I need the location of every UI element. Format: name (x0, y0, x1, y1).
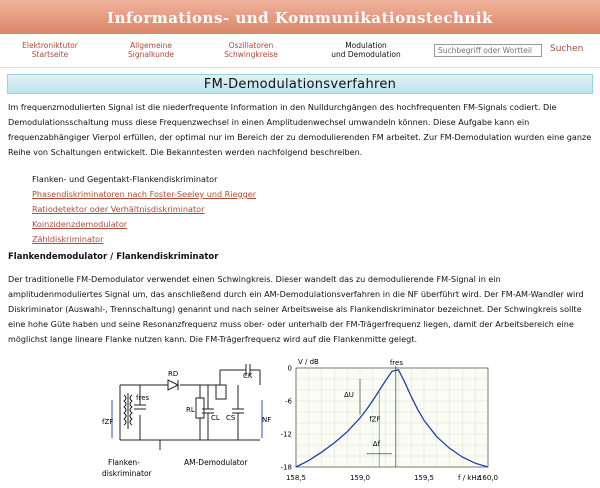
caption-am-demodulator: AM-Demodulator (184, 458, 248, 467)
label-fres: fres (136, 394, 150, 402)
list-item-flankendiskriminator: Flanken- und Gegentakt-Flankendiskriminator (32, 174, 218, 184)
header-banner (0, 0, 600, 34)
label-rd: RD (168, 370, 179, 378)
annotation-fres: fres (389, 359, 403, 367)
x-tick-label: 160,0 (477, 474, 498, 482)
link-phasendiskriminatoren[interactable]: Phasendiskriminatoren nach Foster-Seeley und Riegger (32, 189, 257, 199)
label-cl: CL (211, 414, 220, 422)
page-title: FM-Demodulationsverfahren (203, 77, 397, 92)
page-title-bar (7, 74, 593, 94)
label-fzf: fZF (102, 418, 114, 426)
nav-item-modulation[interactable]: Modulation und Demodulation (331, 41, 401, 59)
y-tick-label: 0 (287, 364, 292, 373)
link-zaehldiskriminator[interactable]: Zähldiskriminator (32, 234, 104, 244)
y-tick-label: -12 (280, 430, 292, 439)
search-button[interactable]: Suchen (550, 44, 584, 54)
nav-item-startseite[interactable]: Elektroniktutor Startseite (22, 41, 78, 59)
label-cs: CS (226, 414, 236, 422)
x-tick-label: 159,0 (349, 474, 371, 482)
label-ck: CK (243, 372, 253, 380)
site-title: Informations- und Kommunikationstechnik (107, 9, 493, 27)
label-rl: RL (186, 406, 195, 414)
x-tick-label: 159,5 (413, 474, 435, 482)
y-tick-label: -18 (280, 463, 292, 472)
section-paragraph: Der traditionelle FM-Demodulator verwendet einen Schwingkreis. Dieser wandelt das zu demodulierende FM-Signal in ein amplitudenmoduliertes Signal um, das anschließend durch ein AM-Demodulationsverfahren in die NF überführt wird. Der FM-AM-Wandler wird Diskriminator (Auswahl-, Trennschaltung) genannt und nach seiner Arbeitsweise als Flankendiskriminator bezeichnet. Der Schwingkreis sollte eine hohe Güte haben und seine Resonanzfrequenz muss ober- oder unterhalb der FM-Trägerfrequenz liegen, damit der Arbeitsbereich eine möglichst lange lineare Flanke nutzen kann. Die FM-Trägerfrequenz wird auf die Flankenmitte gelegt. (8, 274, 584, 344)
link-koinzidenzdemodulator[interactable]: Koinzidenzdemodulator (32, 219, 128, 229)
resonance-chart (272, 356, 498, 486)
caption-flanken-2: diskriminator (102, 469, 152, 478)
circuit-diagram (100, 360, 280, 486)
demodulator-list (32, 172, 256, 247)
intro-paragraph: Im frequenzmodulierten Signal ist die niederfrequente Information in den Nulldurchgängen des hochfrequenten FM-Signals codiert. Die Demodulationsschaltung muss diese Frequenzwechsel in einen Amplitudenwechsel umwandeln können. Diese Aufgabe kann ein frequenzabhängiger Vierpol erfüllen, der optimal nur im Bereich der zu demodulierenden FM arbeitet. Zur FM-Demodulation wurden eine ganze Reihe von Schaltungen entwickelt. Die Bekanntesten werden nachfolgend beschreiben. (8, 102, 592, 157)
search-input[interactable] (434, 44, 542, 57)
label-nf: NF (262, 416, 272, 424)
link-ratiodetektor[interactable]: Ratiodetektor oder Verhältnisdiskriminator (32, 204, 205, 214)
annotation-delta-f: Δf (372, 440, 381, 449)
annotation-delta-u: ΔU (344, 391, 354, 400)
caption-flanken-1: Flanken- (108, 458, 140, 467)
nav-item-schwingkreise[interactable]: Oszillatoren Schwingkreise (224, 41, 278, 59)
chart-xlabel: f / kHz (458, 474, 481, 482)
nav-item-signalkunde[interactable]: Allgemeine Signalkunde (127, 41, 175, 59)
section-heading: Flankendemodulator / Flankendiskriminator (8, 252, 219, 262)
x-tick-label: 158,5 (285, 474, 307, 482)
y-tick-label: -6 (285, 397, 292, 406)
annotation-fzf: fZF (369, 415, 381, 424)
chart-ylabel: V / dB (298, 358, 319, 366)
